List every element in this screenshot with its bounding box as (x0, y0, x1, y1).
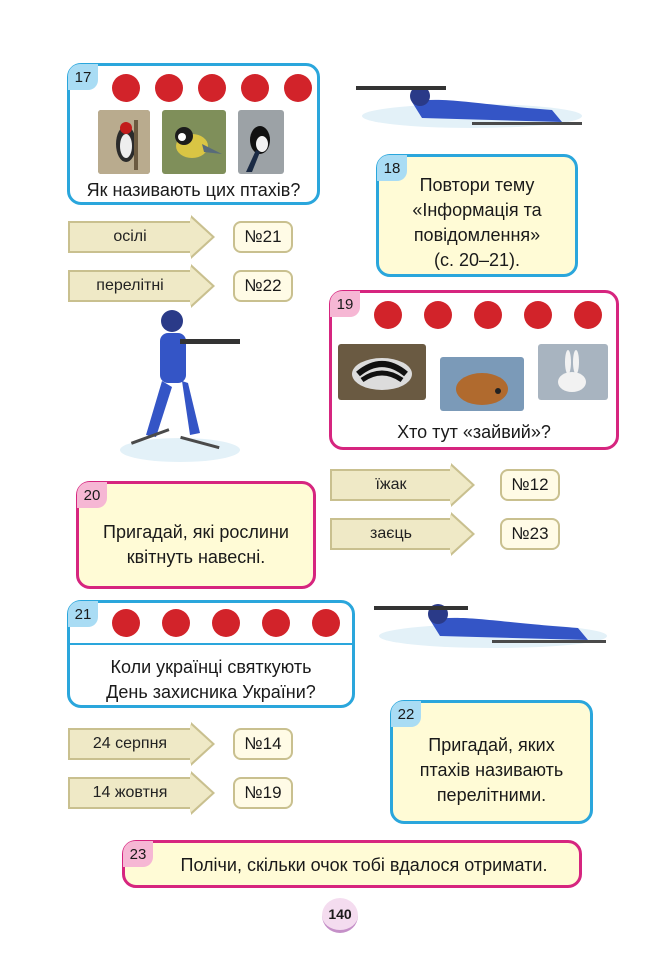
task-17-card (67, 63, 320, 205)
task-text-line: повідомлення» (413, 225, 541, 245)
task-text-line: День захисника України? (106, 682, 316, 702)
biathlete-standing-illustration (110, 305, 250, 465)
task-19-card (329, 290, 619, 450)
score-dot[interactable] (198, 74, 226, 102)
score-dot[interactable] (474, 301, 502, 329)
task-text-line: «Інформація та (412, 200, 542, 220)
score-dot[interactable] (524, 301, 552, 329)
goto-task-button[interactable]: №14 (233, 728, 293, 760)
score-dot[interactable] (112, 609, 140, 637)
task-number: 18 (377, 155, 407, 181)
task-18-card (376, 154, 578, 277)
score-dot[interactable] (424, 301, 452, 329)
task-text-line: перелітними. (436, 785, 547, 805)
hedgehog-photo (440, 357, 524, 411)
biathlete-prone-illustration (352, 70, 584, 132)
goto-task-button[interactable]: №22 (233, 270, 293, 302)
woodpecker-photo (98, 110, 150, 174)
answer-arrow-oct14[interactable]: 14 жовтня (68, 777, 190, 809)
badger-photo (338, 344, 426, 400)
task-21-card (67, 600, 355, 708)
hare-photo (538, 344, 608, 400)
score-dot[interactable] (112, 74, 140, 102)
goto-task-button[interactable]: №23 (500, 518, 560, 550)
task-22-card (390, 700, 593, 824)
answer-arrow-hedgehog[interactable]: їжак (330, 469, 450, 501)
score-dot[interactable] (374, 301, 402, 329)
score-dot[interactable] (241, 74, 269, 102)
score-dot[interactable] (162, 609, 190, 637)
score-dot[interactable] (262, 609, 290, 637)
divider (70, 643, 352, 645)
task-number: 17 (68, 64, 98, 90)
task-question: Хто тут «зайвий»? (397, 422, 551, 442)
task-text-line: Пригадай, яких (428, 735, 555, 755)
biathlete-prone-illustration (368, 590, 610, 652)
task-23-card (122, 840, 582, 888)
task-number: 21 (68, 601, 98, 627)
task-text-line: квітнуть навесні. (126, 547, 266, 567)
goto-task-button[interactable]: №21 (233, 221, 293, 253)
goto-task-button[interactable]: №12 (500, 469, 560, 501)
score-dot[interactable] (284, 74, 312, 102)
answer-arrow-resident[interactable]: осілі (68, 221, 190, 253)
task-text-line: Повтори тему (419, 175, 535, 195)
score-dots (112, 609, 340, 637)
task-number: 23 (123, 841, 153, 867)
task-20-card (76, 481, 316, 589)
score-dot[interactable] (574, 301, 602, 329)
answer-arrow-hare[interactable]: заєць (330, 518, 450, 550)
task-text-line: птахів називають (419, 760, 564, 780)
task-number: 20 (77, 482, 107, 508)
magpie-photo (238, 110, 284, 174)
score-dots (112, 74, 312, 102)
page-number: 140 (322, 898, 358, 933)
task-number: 22 (391, 701, 421, 727)
tit-photo (162, 110, 226, 174)
task-number: 19 (330, 291, 360, 317)
task-text-line: Полічи, скільки очок тобі вдалося отримати. (180, 855, 548, 875)
score-dot[interactable] (312, 609, 340, 637)
task-text-line: (с. 20–21). (433, 250, 521, 270)
answer-arrow-migratory[interactable]: перелітні (68, 270, 190, 302)
score-dot[interactable] (212, 609, 240, 637)
task-text-line: Пригадай, які рослини (103, 522, 289, 542)
score-dot[interactable] (155, 74, 183, 102)
score-dots (374, 301, 602, 329)
goto-task-button[interactable]: №19 (233, 777, 293, 809)
task-text-line: Коли українці святкують (110, 657, 312, 677)
task-question: Як називають цих птахів? (86, 180, 301, 200)
answer-arrow-aug24[interactable]: 24 серпня (68, 728, 190, 760)
